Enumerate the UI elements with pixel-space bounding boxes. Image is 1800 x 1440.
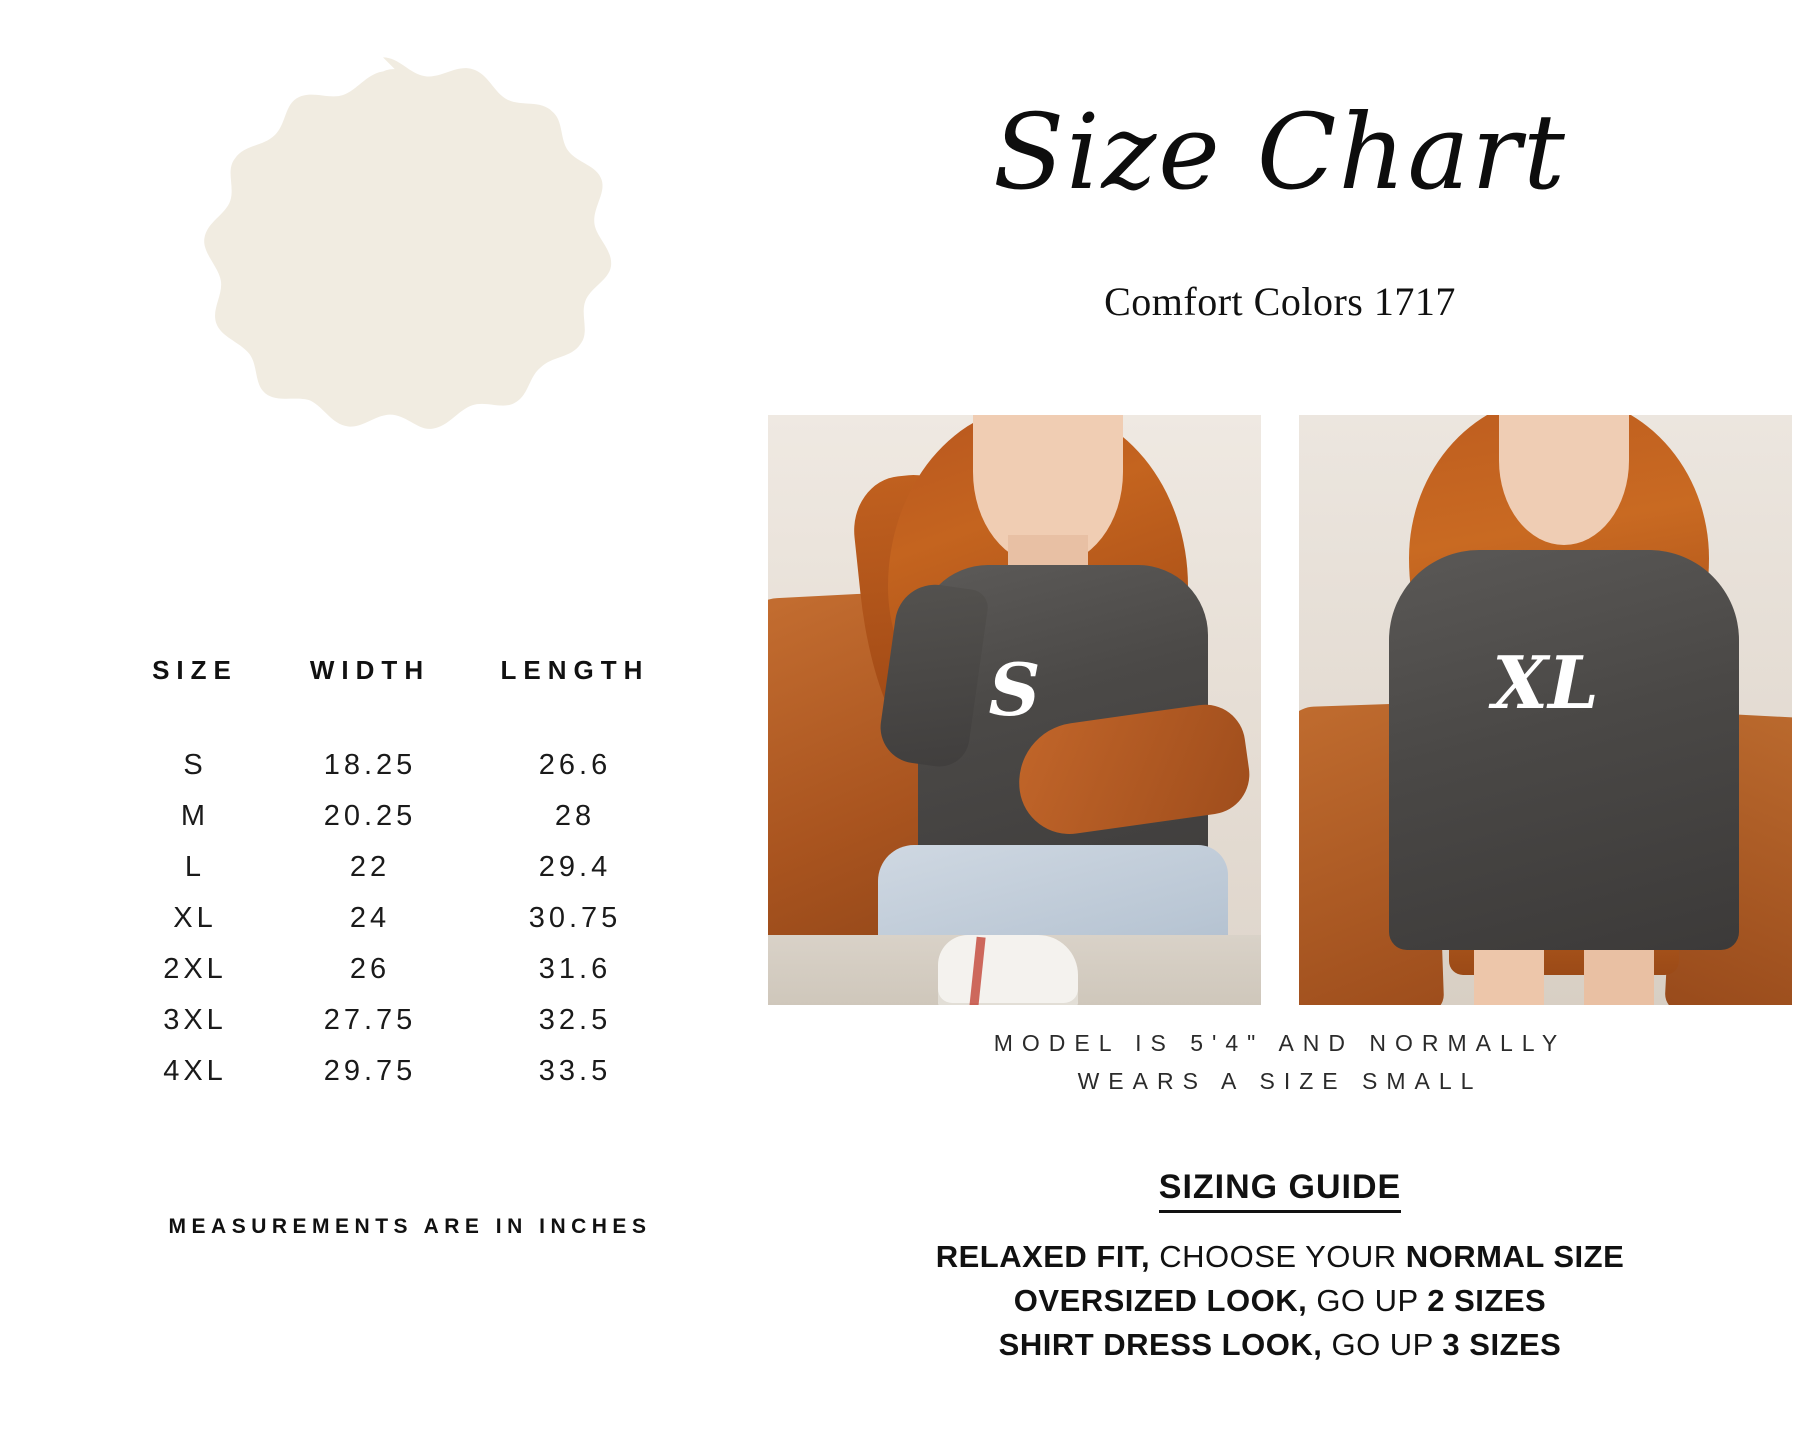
cell-length: 30.75 <box>528 902 622 934</box>
guide-line-1-bold-start: RELAXED FIT, <box>935 1239 1151 1274</box>
table-row <box>120 893 680 944</box>
cell-width: 20.25 <box>323 800 417 832</box>
measurement-table-block <box>120 655 680 1097</box>
cell-width: 18.25 <box>323 749 417 781</box>
left-column <box>0 0 760 1440</box>
guide-line-3-bold-start: SHIRT DRESS LOOK, <box>998 1327 1323 1363</box>
header-length: LENGTH <box>500 655 650 685</box>
guide-line-2-bold-end: 2 SIZES <box>1427 1283 1547 1319</box>
guide-line-3-regular: GO UP <box>1322 1327 1443 1363</box>
cell-size: 3XL <box>163 1004 227 1036</box>
model-note-line-2: WEARS A SIZE SMALL <box>1077 1067 1483 1094</box>
cell-length: 32.5 <box>538 1004 612 1036</box>
header-width: WIDTH <box>309 655 431 685</box>
model-shoe <box>938 935 1078 1005</box>
header-size: SIZE <box>152 655 238 685</box>
sizing-guide-title-text: SIZING GUIDE <box>1159 1168 1401 1213</box>
model-photo-size-xl <box>1299 415 1792 1005</box>
page-subtitle: Comfort Colors 1717 <box>1104 279 1456 324</box>
cell-length: 29.4 <box>538 851 612 883</box>
page-title: Size Chart <box>993 91 1567 213</box>
guide-line-3-bold-end: 3 SIZES <box>1442 1327 1562 1363</box>
decorative-scalloped-blob <box>148 48 618 518</box>
measurements-footnote: MEASUREMENTS ARE IN INCHES <box>168 1215 652 1238</box>
cell-size: M <box>180 800 210 832</box>
guide-line-1-bold-end: NORMAL SIZE <box>1405 1239 1625 1274</box>
table-row <box>120 995 680 1046</box>
table-row <box>120 791 680 842</box>
shirt-size-label: S <box>988 647 1041 732</box>
cell-width: 24 <box>349 902 391 934</box>
guide-line-2-bold-start: OVERSIZED LOOK, <box>1013 1283 1308 1319</box>
cell-width: 29.75 <box>323 1055 417 1087</box>
cell-size: L <box>184 851 206 883</box>
table-row <box>120 944 680 995</box>
cell-size: 4XL <box>163 1055 227 1087</box>
table-row <box>120 1046 680 1097</box>
sizing-guide-line <box>760 1279 1800 1323</box>
model-photo-size-small <box>768 415 1261 1005</box>
tshirt-front <box>1389 550 1739 950</box>
cell-length: 33.5 <box>538 1055 612 1087</box>
sizing-guide-title <box>760 1168 1800 1207</box>
table-header-row <box>120 655 680 740</box>
sizing-guide-lines <box>760 1235 1800 1367</box>
cell-size: 2XL <box>163 953 227 985</box>
size-table <box>120 655 680 1097</box>
shirt-size-label: XL <box>1492 640 1599 725</box>
model-height-note <box>760 1025 1800 1101</box>
guide-line-1-regular: CHOOSE YOUR <box>1150 1239 1406 1274</box>
table-row <box>120 842 680 893</box>
cell-width: 26 <box>349 953 391 985</box>
model-photos <box>760 415 1800 1005</box>
cell-size: XL <box>173 902 217 934</box>
right-column <box>760 0 1800 1440</box>
cell-length: 28 <box>554 800 596 832</box>
sizing-guide-line <box>760 1323 1800 1367</box>
cell-size: S <box>183 749 207 781</box>
guide-line-2-regular: GO UP <box>1307 1283 1428 1319</box>
cell-length: 31.6 <box>538 953 612 985</box>
cell-width: 27.75 <box>323 1004 417 1036</box>
cell-width: 22 <box>349 851 391 883</box>
cell-length: 26.6 <box>538 749 612 781</box>
table-row <box>120 740 680 791</box>
model-note-line-1: MODEL IS 5'4" AND NORMALLY <box>993 1030 1567 1056</box>
sizing-guide-line <box>760 1235 1800 1279</box>
